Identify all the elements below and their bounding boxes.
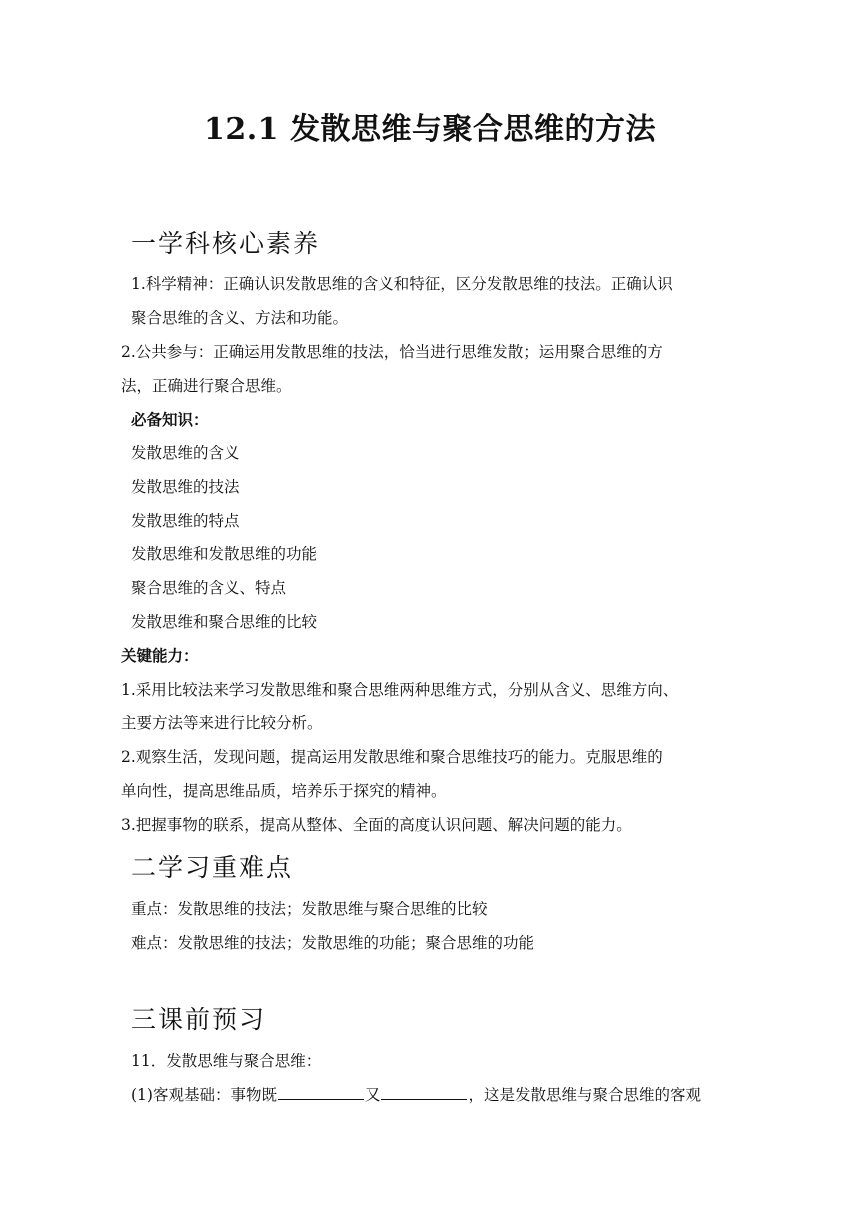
core-item-1-line-1: 1.科学精神：正确认识发散思维的含义和特征，区分发散思维的技法。正确认识 xyxy=(131,275,673,293)
knowledge-item: 聚合思维的含义、特点 xyxy=(131,579,287,597)
key-ability-label: 关键能力： xyxy=(121,646,199,665)
knowledge-item: 发散思维的含义 xyxy=(131,444,240,462)
fill-text-a: (1)客观基础：事物既 xyxy=(131,1086,277,1104)
fill-text-b: 又 xyxy=(364,1086,381,1104)
difficult-point-text: 难点：发散思维的技法；发散思维的功能；聚合思维的功能 xyxy=(131,934,535,952)
ability-line: 单向性，提高思维品质，培养乐于探究的精神。 xyxy=(121,782,447,800)
ability-line: 3.把握事物的联系，提高从整体、全面的高度认识问题、解决问题的能力。 xyxy=(121,816,632,834)
section-heading-key-difficult-points: 二学习重难点 xyxy=(131,853,294,882)
core-item-1-line-2: 聚合思维的含义、方法和功能。 xyxy=(131,309,349,327)
fill-text-c: ，这是发散思维与聚合思维的客观 xyxy=(468,1086,701,1104)
knowledge-item: 发散思维的技法 xyxy=(131,478,240,496)
document-title: 12.1 发散思维与聚合思维的方法 xyxy=(203,112,656,147)
answer-blank-2[interactable] xyxy=(381,1085,467,1100)
knowledge-item: 发散思维的特点 xyxy=(131,512,240,530)
answer-blank-1[interactable] xyxy=(278,1085,364,1100)
preview-question-1: 11．发散思维与聚合思维： xyxy=(131,1052,322,1070)
ability-line: 1.采用比较法来学习发散思维和聚合思维两种思维方式，分别从含义、思维方向、 xyxy=(121,681,679,699)
knowledge-item: 发散思维和聚合思维的比较 xyxy=(131,613,318,631)
knowledge-item: 发散思维和发散思维的功能 xyxy=(131,545,318,563)
core-item-2-line-1: 2.公共参与：正确运用发散思维的技法，恰当进行思维发散；运用聚合思维的方 xyxy=(121,343,663,361)
ability-line: 2.观察生活，发现问题，提高运用发散思维和聚合思维技巧的能力。克服思维的 xyxy=(121,748,663,766)
key-point-text: 重点：发散思维的技法；发散思维与聚合思维的比较 xyxy=(131,900,488,918)
section-heading-preview: 三课前预习 xyxy=(131,1005,267,1034)
section-heading-core-literacy: 一学科核心素养 xyxy=(131,229,321,258)
core-item-2-line-2: 法，正确进行聚合思维。 xyxy=(121,377,292,395)
ability-line: 主要方法等来进行比较分析。 xyxy=(121,714,323,732)
preview-question-1-part-1 xyxy=(131,1085,701,1105)
essential-knowledge-label: 必备知识： xyxy=(131,410,209,429)
